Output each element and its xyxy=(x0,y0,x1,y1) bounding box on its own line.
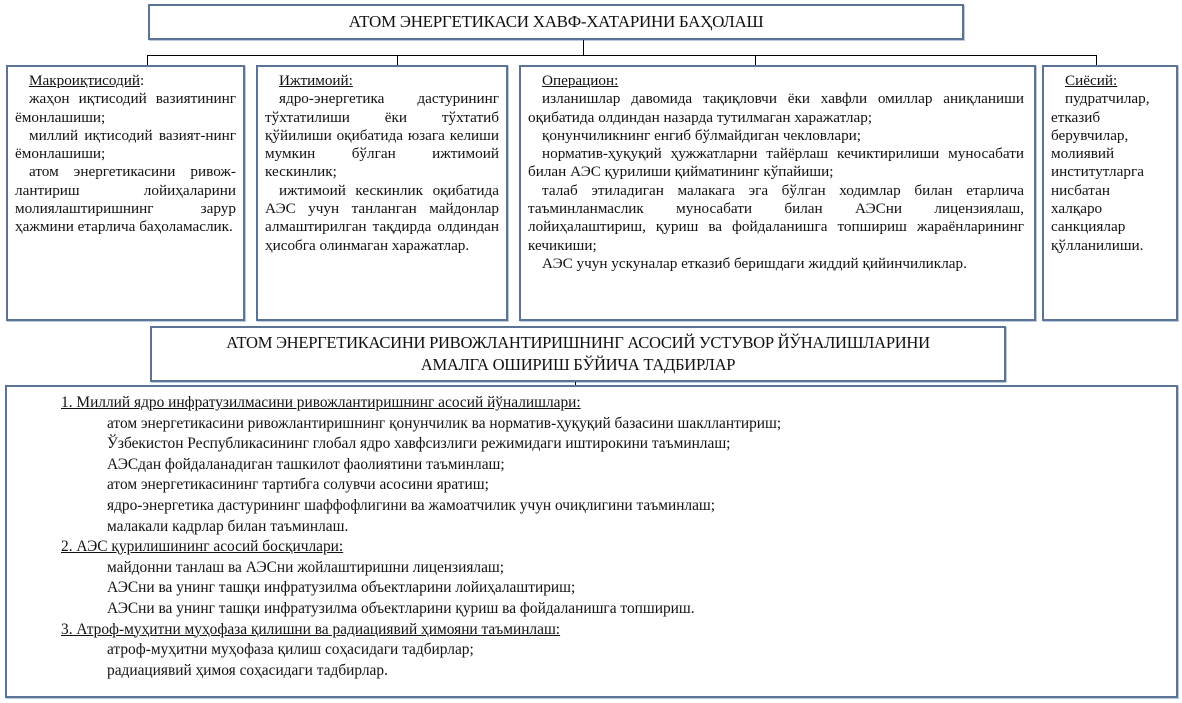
measure-item: атом энергетикасининг тартибга солувчи асосини яратиш; xyxy=(107,476,489,494)
measure-item: атроф-муҳитни муҳофаза қилиш соҳасидаги тадбирлар; xyxy=(107,641,474,659)
category-item: изланишлар давомида тақиқловчи ёки хавфли омиллар аниқланиши оқибатида олдиндан назарда тутилмаган харажатлар; xyxy=(528,90,1024,126)
category-box-macroeconomic xyxy=(6,65,245,321)
category-item: АЭС учун ускуналар етказиб беришдаги жиддий қийинчиликлар. xyxy=(542,254,967,272)
category-item: пудратчилар, етказиб берувчилар, молиявий институтларга нисбатан халқаро санкциялар қўлланилиши. xyxy=(1051,90,1150,254)
measures-title-box xyxy=(150,326,1006,382)
category-item: жаҳон иқтисодий вазиятининг ёмонлашиши; xyxy=(15,90,236,126)
measure-section-heading: 3. Атроф-муҳитни муҳофаза қилишни ва радиациявий ҳимояни таъминлаш: xyxy=(61,620,561,638)
category-box-political xyxy=(1042,65,1178,321)
category-box-operational xyxy=(519,65,1036,321)
risk-assessment-title-box xyxy=(148,4,964,40)
measure-item: ядро-энергетика дастурининг шаффофлигини ва жамоатчилик учун очиқлигини таъминлаш; xyxy=(107,496,716,514)
category-item: атом энергетикасини ривож-лантириш лойиҳаларини молиялаштиришнинг зарур ҳажмини етарлича баҳоламаслик. xyxy=(15,163,236,236)
measure-item: АЭСни ва унинг ташқи инфратузилма объектларини лойиҳалаштириш; xyxy=(107,579,576,597)
connector-horizontal xyxy=(147,55,1097,56)
heading-colon: : xyxy=(139,72,145,89)
measure-item: АЭСдан фойдаланадиган ташкилот фаолиятини таъминлаш; xyxy=(107,455,505,473)
measures-title-line-1: АТОМ ЭНЕРГЕТИКАСИНИ РИВОЖЛАНТИРИШНИНГ АСОСИЙ УСТУВОР ЙЎНАЛИШЛАРИНИ xyxy=(226,333,930,352)
category-heading: Ижтимоий: xyxy=(279,72,353,89)
measure-section-heading: 1. Миллий ядро инфратузилмасини ривожлантиришнинг асосий йўналишлари: xyxy=(61,394,581,411)
measure-item: Ўзбекистон Республикасининг глобал ядро хавфсизлиги режимидаги иштирокини таъминлаш; xyxy=(107,435,731,453)
category-item: қонунчиликнинг енгиб бўлмайдиган чекловлари; xyxy=(542,126,862,144)
category-item: ядро-энергетика дастурининг тўхтатилиши ёки тўхтатиб қўйилиши оқибатида юзага келиши мумкин бўлган ижтимоий кескинлик; xyxy=(265,90,499,181)
category-heading: Сиёсий: xyxy=(1065,72,1118,89)
category-heading: Операцион: xyxy=(542,72,619,89)
connector-title-stem xyxy=(583,40,584,55)
measure-item: радиациявий ҳимоя соҳасидаги тадбирлар. xyxy=(107,661,388,679)
category-box-social xyxy=(256,65,508,321)
risk-assessment-title: АТОМ ЭНЕРГЕТИКАСИ ХАВФ-ХАТАРИНИ БАҲОЛАШ xyxy=(348,12,764,31)
category-item: ижтимоий кескинлик оқибатида АЭС учун танланган майдонлар алмаштирилган тақдирда олдиндан ҳисобга олинмаган харажатлар. xyxy=(265,181,499,254)
category-heading: Макроиқтисодий xyxy=(29,72,140,89)
category-item: талаб этиладиган малакага эга бўлган ходимлар билан етарлича таъминланмаслик муносабати билан АЭСни лицензиялаш, лойиҳалаштириш, қуриш ва фойдаланишга топшириш жараёнларининг кечикиши; xyxy=(528,181,1024,254)
measure-item: малакали кадрлар билан таъминлаш. xyxy=(107,517,349,535)
measures-box xyxy=(5,385,1178,698)
category-item: миллий иқтисодий вазият-нинг ёмонлашиши; xyxy=(15,126,236,163)
measures-title-line-2: АМАЛГА ОШИРИШ БЎЙИЧА ТАДБИРЛАР xyxy=(420,355,736,374)
measure-item: АЭСни ва унинг ташқи инфратузилма объектларини қуриш ва фойдаланишга топшириш. xyxy=(107,599,695,617)
measure-item: майдонни танлаш ва АЭСни жойлаштиришни лицензиялаш; xyxy=(107,558,505,576)
category-item: норматив-ҳуқуқий ҳужжатларни тайёрлаш кечиктирилиши муносабати билан АЭС қурилиши қийматининг кўпайиши; xyxy=(528,145,1024,181)
measure-section-heading: 2. АЭС қурилишининг асосий босқичлари: xyxy=(61,538,344,556)
measure-item: атом энергетикасини ривожлантиришнинг қонунчилик ва норматив-ҳуқуқий базасини шакллантириш; xyxy=(107,414,782,432)
